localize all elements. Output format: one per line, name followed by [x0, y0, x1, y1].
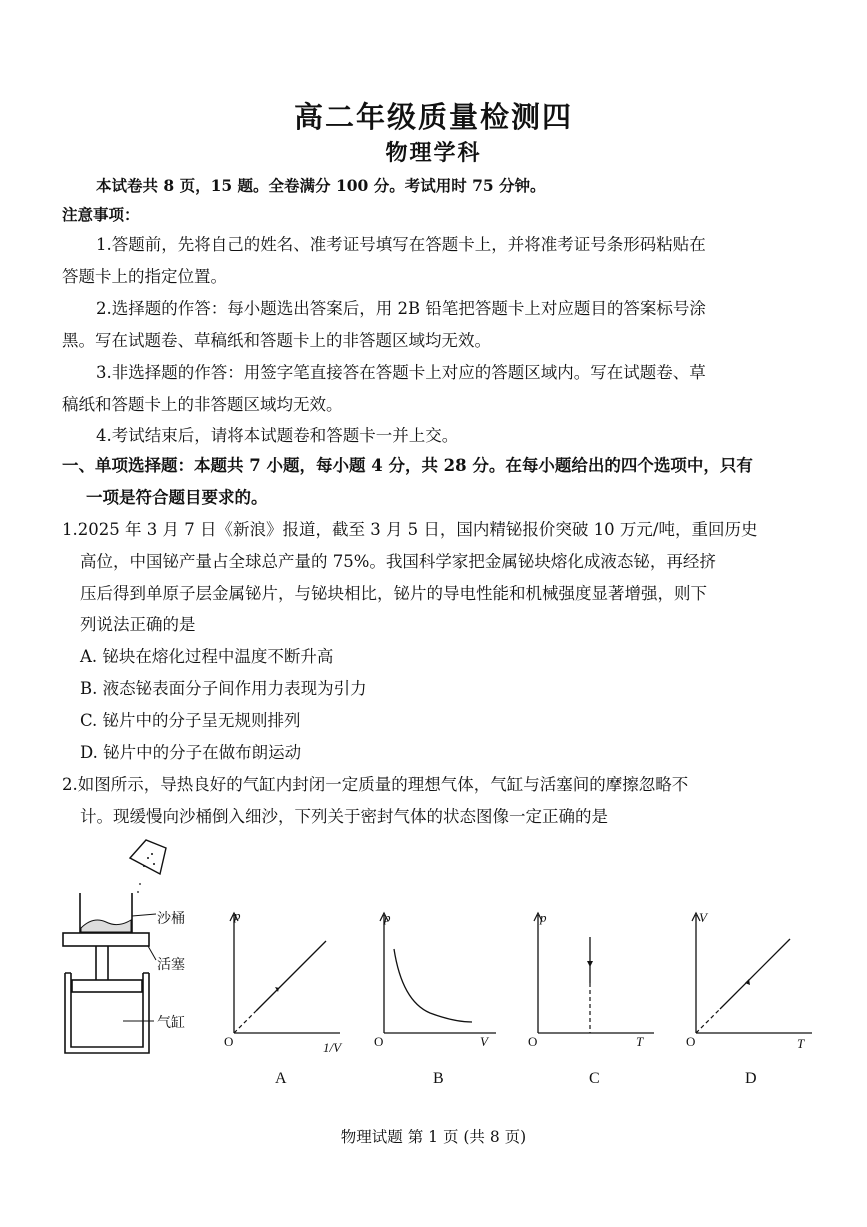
graph-d-extrapolation: [696, 1009, 720, 1033]
graph-a-xlabel: 1/V: [323, 1040, 342, 1055]
graph-c-ylabel: p: [540, 910, 547, 925]
pouring-scoop-icon: [130, 840, 166, 893]
graph-c-letter: C: [589, 1070, 600, 1087]
sand-bucket-icon: [80, 893, 132, 933]
piston-leader-line: [148, 946, 156, 960]
graph-a-origin: O: [224, 1034, 234, 1049]
label-piston: 活塞: [157, 957, 185, 973]
notice-item-2-line-1: 2.选择题的作答：每小题选出答案后，用 2B 铅笔把答题卡上对应题目的答案标号涂: [96, 299, 706, 318]
graph-b-origin: O: [374, 1034, 384, 1049]
graph-a-extrapolation: [234, 1011, 256, 1033]
notice-item-3-line-2: 稿纸和答题卡上的非答题区域均无效。: [62, 395, 343, 414]
q1-option-a: A. 铋块在熔化过程中温度不断升高: [80, 647, 334, 666]
section-heading-line-2: 一项是符合题目要求的。: [86, 488, 268, 507]
graph-b-letter: B: [433, 1070, 444, 1087]
page-subtitle: 物理学科: [385, 140, 482, 166]
q1-stem-line-2: 高位，中国铋产量占全球总产量的 75%。我国科学家把金属铋块熔化成液态铋，再经挤: [80, 552, 716, 571]
graph-d-xlabel: T: [797, 1036, 805, 1051]
graph-c-arrow-icon: [587, 961, 593, 967]
graph-d-origin: O: [686, 1034, 696, 1049]
notice-item-2-line-2: 黑。写在试题卷、草稿纸和答题卡上的非答题区域均无效。: [62, 331, 491, 350]
notice-item-1-line-2: 答题卡上的指定位置。: [62, 267, 227, 286]
notice-item-1-line-1: 1.答题前，先将自己的姓名、准考证号填写在答题卡上，并将准考证号条形码粘贴在: [96, 235, 706, 254]
q1-stem-line-4: 列说法正确的是: [80, 615, 196, 634]
graph-d-letter: D: [745, 1070, 757, 1087]
q1-option-d: D. 铋片中的分子在做布朗运动: [80, 743, 302, 762]
exam-info: 本试卷共 8 页，15 题。全卷满分 100 分。考试用时 75 分钟。: [96, 176, 546, 195]
section-heading-line-1: 一、单项选择题：本题共 7 小题，每小题 4 分，共 28 分。在每小题给出的四个选项中，只有: [62, 456, 753, 475]
q2-stem-line-2: 计。现缓慢向沙桶倒入细沙，下列关于密封气体的状态图像一定正确的是: [80, 807, 608, 826]
q1-stem-line-3: 压后得到单原子层金属铋片，与铋块相比，铋片的导电性能和机械强度显著增强，则下: [80, 584, 707, 603]
graph-b-ylabel: p: [384, 910, 391, 925]
graph-b-curve: [394, 949, 472, 1022]
notice-heading: 注意事项：: [62, 205, 140, 224]
graph-a-line: [256, 941, 326, 1011]
graph-d-line: [720, 939, 790, 1009]
q1-stem-line-1: 1.2025 年 3 月 7 日《新浪》报道，截至 3 月 5 日，国内精铋报价突破 10 万元/吨，重回历史: [62, 520, 758, 539]
page-title: 高二年级质量检测四: [293, 100, 573, 134]
notice-item-4: 4.考试结束后，请将本试题卷和答题卡一并上交。: [96, 426, 459, 445]
graph-d-ylabel: V: [699, 910, 707, 925]
label-cylinder: 气缸: [157, 1015, 185, 1031]
apparatus-figure: [48, 828, 223, 1068]
graph-a-ylabel: p: [234, 908, 241, 923]
piston-plate: [63, 933, 149, 946]
graph-c-xlabel: T: [636, 1034, 644, 1049]
q1-option-b: B. 液态铋表面分子间作用力表现为引力: [80, 679, 367, 698]
page-footer: 物理试题 第 1 页 (共 8 页): [340, 1128, 527, 1146]
piston-body: [72, 980, 142, 992]
graph-a-letter: A: [275, 1070, 287, 1087]
notice-item-3-line-1: 3.非选择题的作答：用签字笔直接答在答题卡上对应的答题区域内。写在试题卷、草: [96, 363, 706, 382]
graph-b-xlabel: V: [480, 1034, 488, 1049]
label-sand-bucket: 沙桶: [157, 911, 185, 927]
graph-c-origin: O: [528, 1034, 538, 1049]
q2-stem-line-1: 2.如图所示，导热良好的气缸内封闭一定质量的理想气体，气缸与活塞间的摩擦忽略不: [62, 775, 689, 794]
sand-leader-line: [132, 914, 156, 916]
q1-option-c: C. 铋片中的分子呈无规则排列: [80, 711, 301, 730]
